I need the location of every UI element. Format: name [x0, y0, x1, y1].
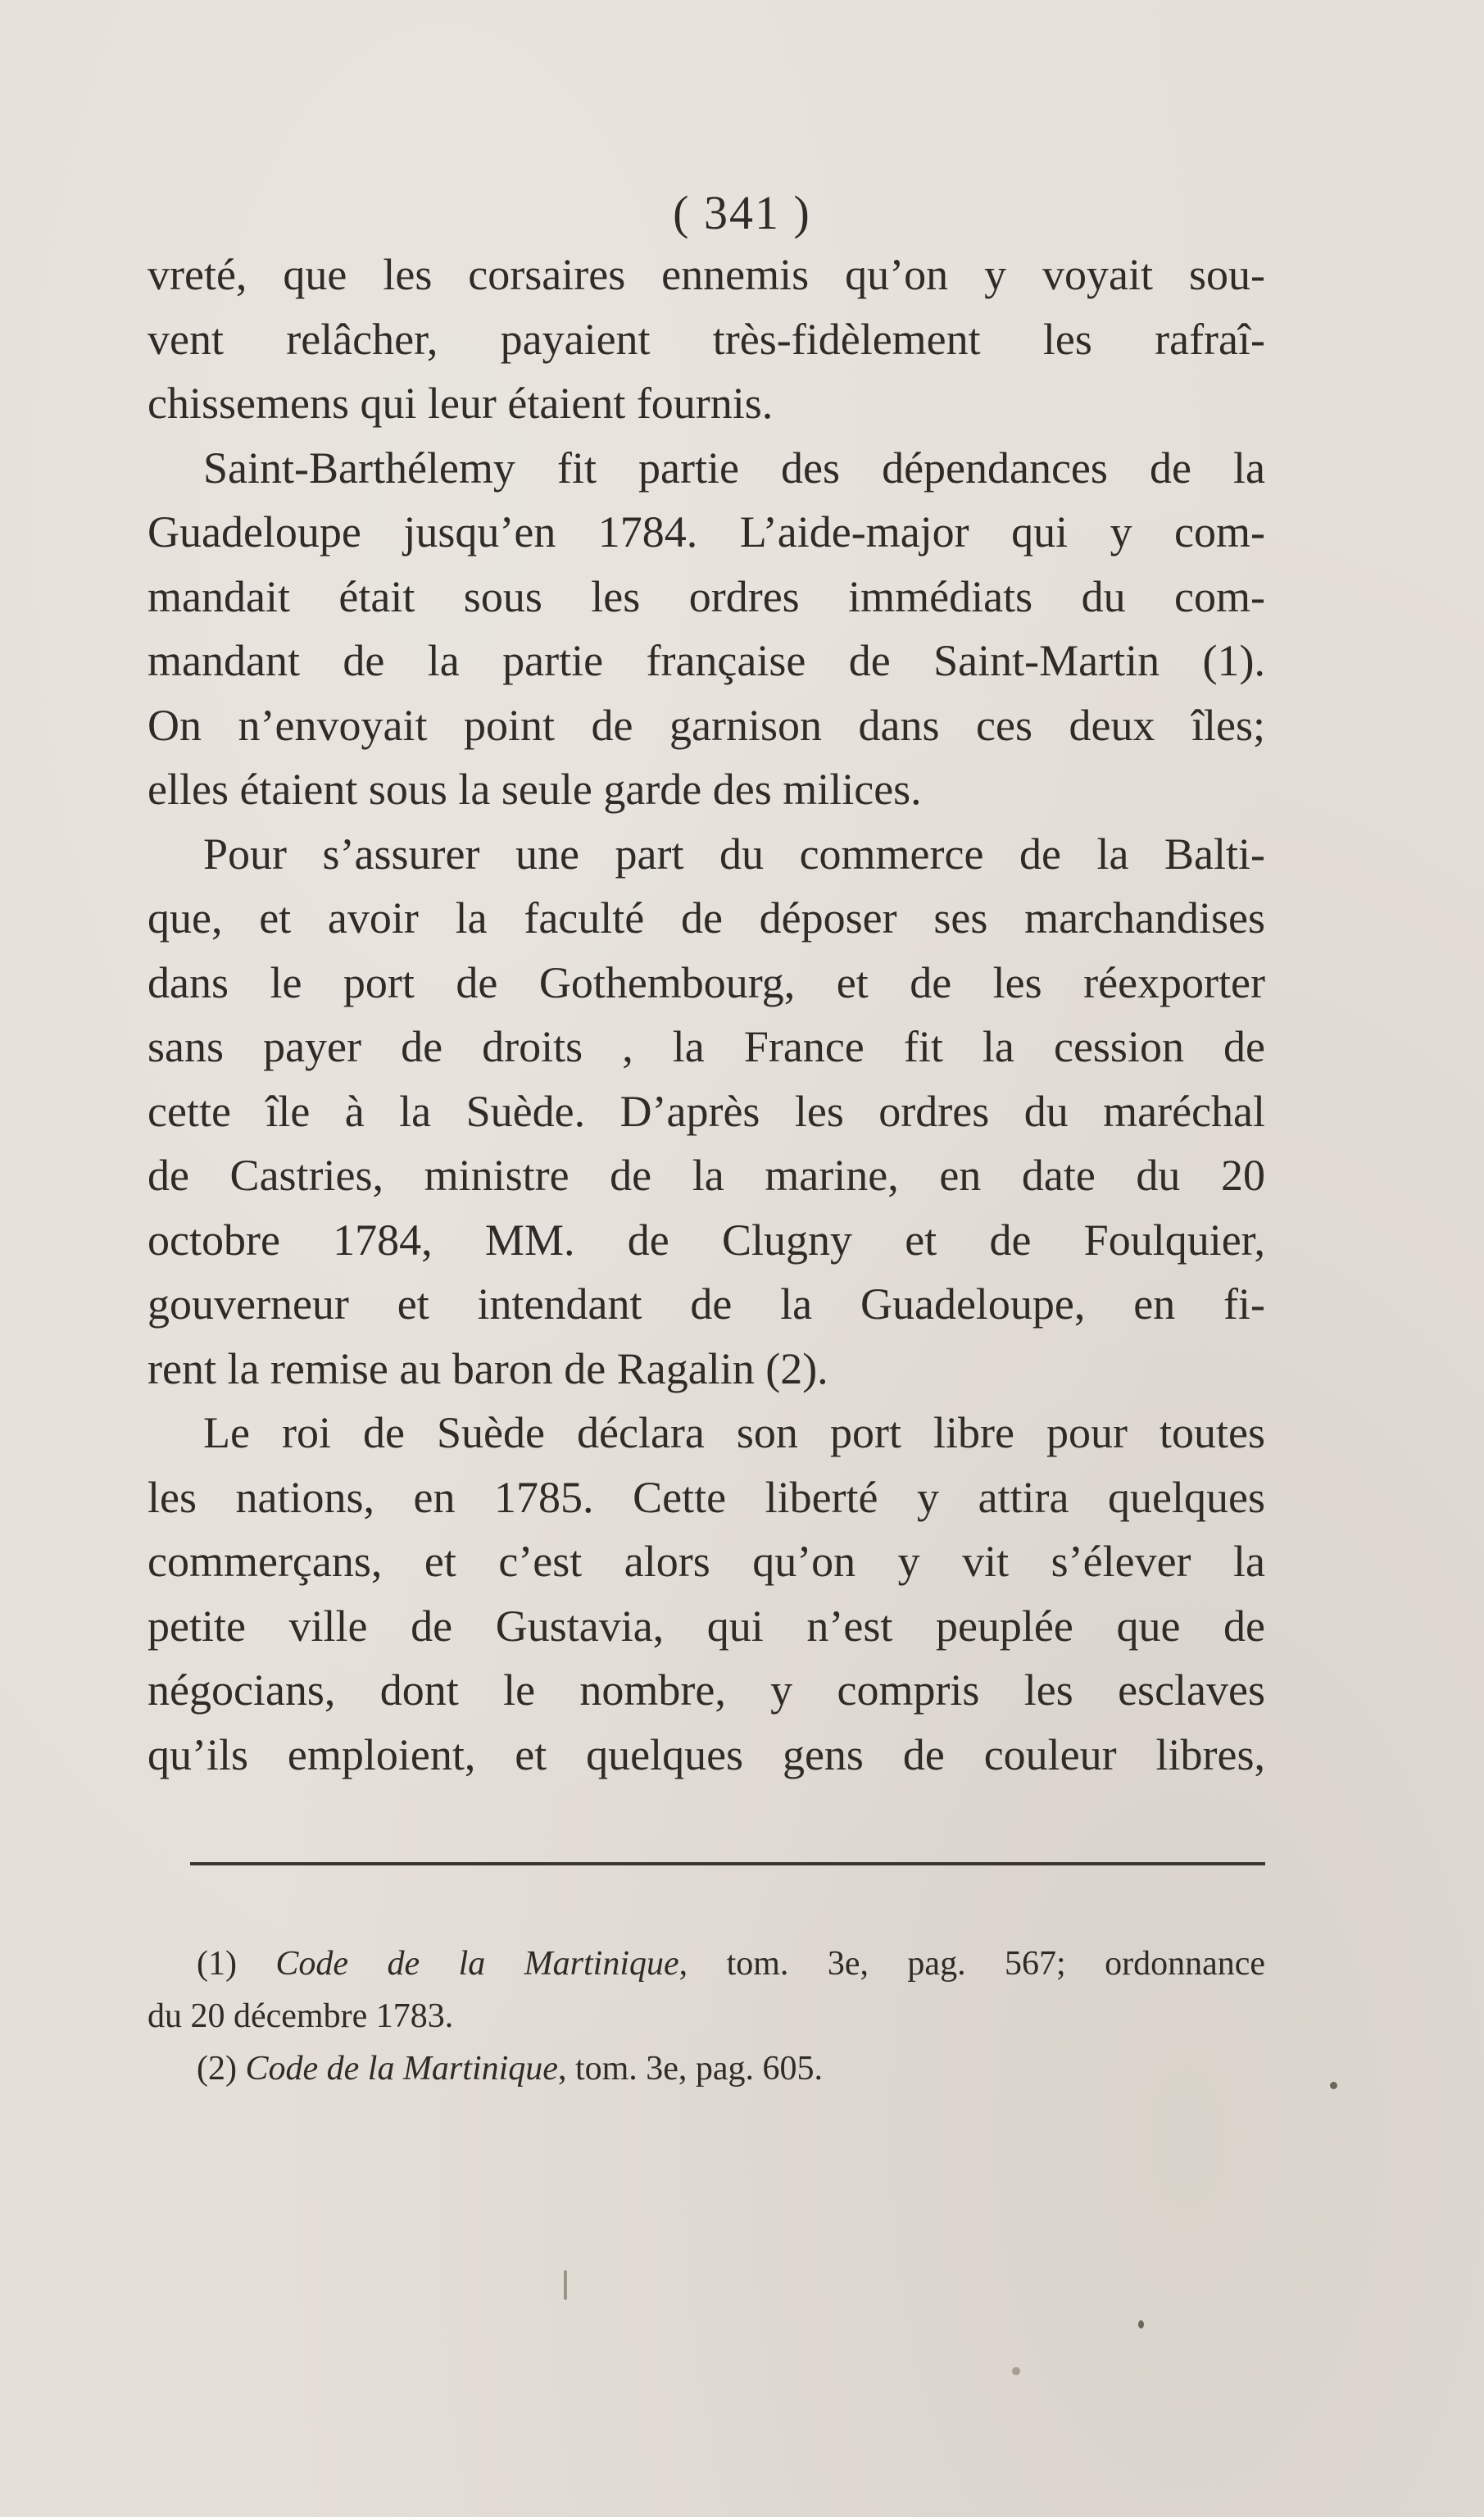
footnote-source-title: Code de la Martinique	[275, 1945, 679, 1983]
footnotes	[147, 1938, 1265, 2096]
footnote-divider	[190, 1862, 1265, 1865]
text-line: de Castries, ministre de la marine, en date du 20	[147, 1151, 1265, 1200]
text-line: mandant de la partie française de Saint-Martin (1).	[147, 636, 1265, 685]
paper-speck	[564, 2270, 567, 2300]
text-line: commerçans, et c’est alors qu’on y vit s’élever la	[147, 1537, 1265, 1586]
text-line: Guadeloupe jusqu’en 1784. L’aide-major qui y com-	[147, 507, 1265, 557]
text-line: Le roi de Suède déclara son port libre pour toutes	[203, 1408, 1265, 1457]
text-line: sans payer de droits , la France fit la cession de	[147, 1022, 1265, 1071]
footnote-source-title: Code de la Martinique	[245, 2050, 558, 2088]
footnote-marker: (1)	[197, 1945, 237, 1983]
text-line: mandait était sous les ordres immédiats du com-	[147, 571, 1265, 621]
text-line: Pour s’assurer une part du commerce de la Balti-	[203, 829, 1265, 879]
text-line: On n’envoyait point de garnison dans ces deux îles;	[147, 700, 1265, 750]
footnote-marker: (2)	[197, 2050, 237, 2088]
text-line: gouverneur et intendant de la Guadeloupe, en fi-	[147, 1279, 1265, 1329]
text-line: que, et avoir la faculté de déposer ses marchandises	[147, 893, 1265, 943]
footnote-2	[147, 2043, 1265, 2096]
text-line: rent la remise au baron de Ragalin (2).	[147, 1343, 828, 1393]
body-text	[147, 243, 1265, 1787]
footnote-reference: , tom. 3e, pag. 567; ordonnance	[678, 1945, 1266, 1983]
text-line: qu’ils emploient, et quelques gens de couleur libres,	[147, 1729, 1265, 1779]
text-line: vreté, que les corsaires ennemis qu’on y voyait sou-	[147, 250, 1265, 299]
text-line: octobre 1784, MM. de Clugny et de Foulquier,	[147, 1215, 1265, 1265]
text-line: dans le port de Gothembourg, et de les réexporter	[147, 957, 1265, 1007]
text-line: les nations, en 1785. Cette liberté y attira quelques	[147, 1472, 1265, 1522]
paper-speck	[1012, 2367, 1020, 2375]
footnote-reference: , tom. 3e, pag. 605.	[557, 2050, 824, 2088]
text-line: négocians, dont le nombre, y compris les esclaves	[147, 1665, 1265, 1715]
text-line: Saint-Barthélemy fit partie des dépendances de la	[203, 443, 1265, 493]
footnote-1	[147, 1938, 1265, 1991]
text-line: elles étaient sous la seule garde des milices.	[147, 765, 922, 814]
paper-speck	[1138, 2320, 1144, 2328]
page-number: ( 341 )	[673, 186, 811, 239]
paper-speck	[1330, 2082, 1337, 2089]
text-line: vent relâcher, payaient très-fidèlement les rafraî-	[147, 314, 1265, 364]
text-line: cette île à la Suède. D’après les ordres du maréchal	[147, 1086, 1265, 1136]
text-line: chissemens qui leur étaient fournis.	[147, 379, 774, 428]
footnote-1-continuation: du 20 décembre 1783.	[147, 1997, 454, 2035]
text-line: petite ville de Gustavia, qui n’est peuplée que de	[147, 1601, 1265, 1651]
